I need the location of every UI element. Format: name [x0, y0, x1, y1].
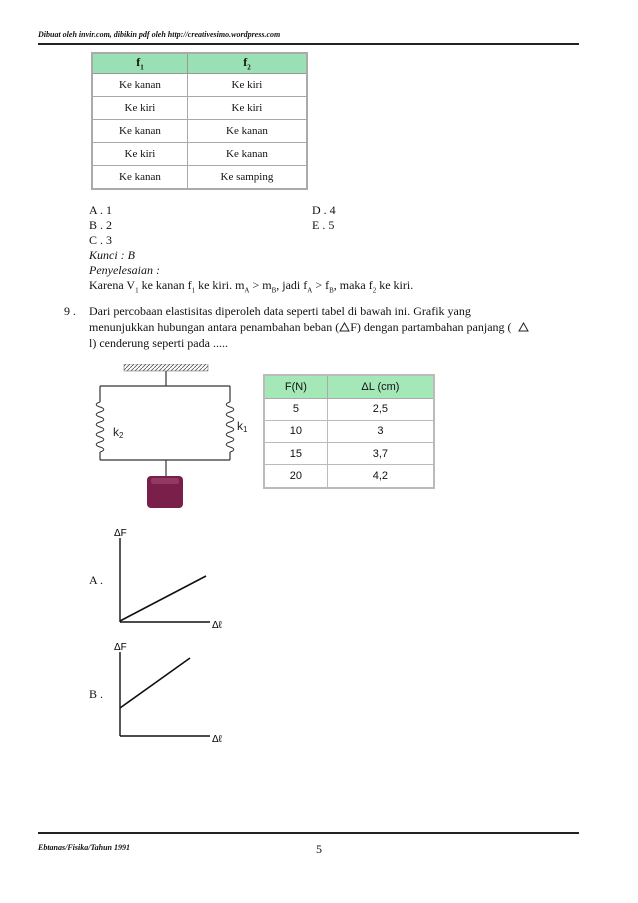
question-line-2: menunjukkan hubungan antara penambahan beban ( F) dengan partambahan panjang ( — [89, 320, 529, 335]
spring-right — [226, 402, 234, 452]
delta-icon — [518, 322, 529, 332]
spring-diagram — [90, 364, 260, 514]
column-header-force: F(N) — [264, 375, 327, 398]
option-b: B . 2 — [89, 218, 113, 232]
question-line-3: l) cenderung seperti pada ..... — [89, 336, 228, 350]
page-header: Dibuat oleh invir.com, dibikin pdf oleh http://creativesimo.wordpress.com — [38, 30, 281, 39]
column-header-f2: $f_2$ — [187, 53, 307, 74]
table-row: Ke kanan Ke samping — [92, 166, 307, 190]
question-number: 9 . — [64, 304, 76, 318]
table-row: Ke kanan Ke kanan — [92, 120, 307, 143]
option-d: D . 4 — [312, 203, 336, 217]
column-header-extension: ΔL (cm) — [327, 375, 434, 398]
graph-b — [108, 638, 238, 748]
table-row: Ke kiri Ke kanan — [92, 143, 307, 166]
graph-b-x-label: Δℓ — [212, 734, 222, 745]
table-header-row — [264, 375, 434, 398]
question-line-1: Dari percobaan elastisitas diperoleh data seperti tabel di bawah ini. Grafik yang — [89, 304, 471, 318]
graph-a-y-label: ΔF — [114, 528, 127, 539]
graph-a — [108, 524, 238, 634]
graph-b-line — [120, 658, 190, 708]
ceiling — [124, 364, 208, 371]
spring-left — [96, 402, 104, 452]
page-number: 5 — [316, 842, 322, 856]
option-e: E . 5 — [312, 218, 335, 232]
table-row: Ke kanan Ke kiri — [92, 74, 307, 97]
option-a: A . 1 — [89, 203, 113, 217]
footer-rule — [38, 832, 579, 834]
header-rule — [38, 43, 579, 45]
page-footer: Ebtanas/Fisika/Tahun 1991 — [38, 843, 130, 852]
table-row: 10 3 — [264, 420, 434, 442]
option-c: C . 3 — [89, 233, 113, 247]
answer-key: Kunci : B — [89, 248, 135, 262]
table-header-row — [92, 53, 307, 74]
graph-a-line — [120, 576, 206, 621]
graph-option-b: B . — [89, 687, 104, 701]
elasticity-data-table — [263, 374, 435, 489]
graph-a-x-label: Δℓ — [212, 620, 222, 631]
delta-icon — [339, 322, 350, 332]
table-row: 20 4,2 — [264, 465, 434, 488]
solution-label: Penyelesaian : — [89, 263, 160, 277]
solution-text: Karena $V_1$ ke kanan $f_1$ ke kiri. $m_A > m_B$, jadi $f_A > f_B$, maka $f_2$ ke kiri. — [89, 278, 414, 295]
table-row: Ke kiri Ke kiri — [92, 97, 307, 120]
column-header-f1: $f_1$ — [92, 53, 187, 74]
label-k2: k2 — [113, 425, 124, 440]
label-k1: k1 — [237, 419, 248, 434]
force-direction-table — [91, 52, 308, 190]
graph-option-a: A . — [89, 573, 104, 587]
table-row: 5 2,5 — [264, 398, 434, 420]
table-row: 15 3,7 — [264, 443, 434, 465]
graph-b-y-label: ΔF — [114, 642, 127, 653]
